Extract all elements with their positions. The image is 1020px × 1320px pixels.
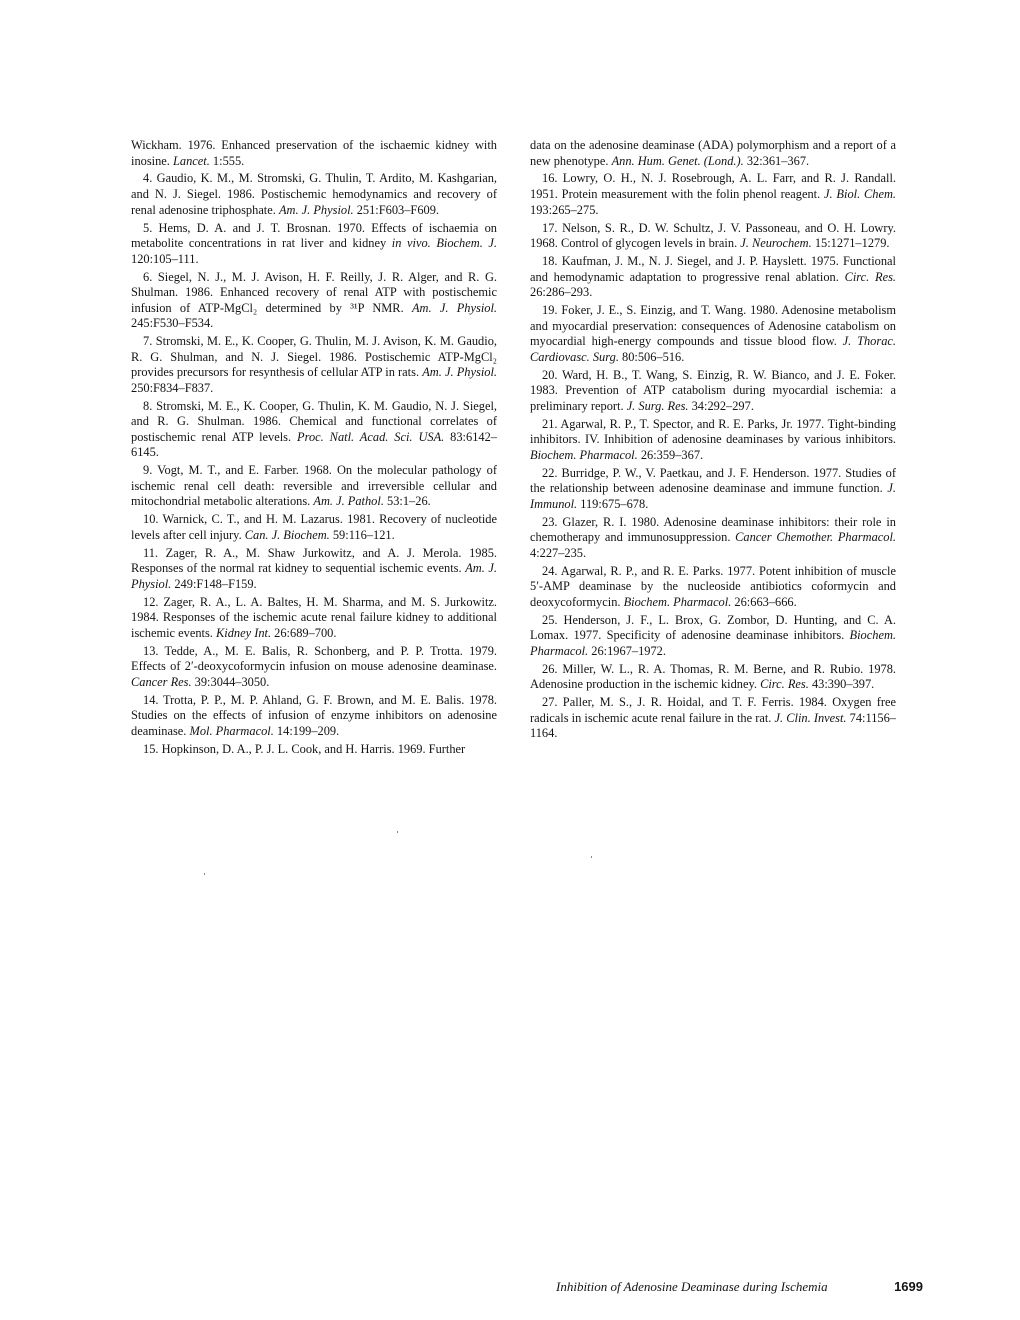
reference-text: Siegel, N. J., M. J. Avison, H. F. Reilly, J. R. Alger, and R. G. Shulman. 1986. Enhanced recovery of renal ATP with postischemic infusion of ATP-MgCl₂ determined by ³¹P NMR. [131,269,497,315]
reference-text: Henderson, J. F., L. Brox, G. Zombor, D. Hunting, and C. A. Lomax. 1977. Specificity of adenosine deaminase inhibitors. [530,612,896,643]
reference-entry [131,138,497,169]
reference-citation: 119:675–678. [577,496,649,511]
reference-citation: 74:1156–1164. [530,710,896,741]
reference-text: Tedde, A., M. E. Balis, R. Schonberg, and P. P. Trotta. 1979. Effects of 2′-deoxycoformycin infusion on mouse adenosine deaminase. [131,643,497,674]
journal-name: Am. J. Pathol. [313,494,384,509]
reference-text: Agarwal, R. P., T. Spector, and R. E. Parks, Jr. 1977. Tight-binding inhibitors. IV. Inhibition of adenosine deaminases by various inhibitors. [530,416,896,447]
reference-entry [530,368,896,415]
reference-citation: 39:3044–3050. [191,674,270,689]
reference-entry [131,742,497,758]
reference-entry [131,399,497,461]
reference-number: 9. [143,463,153,478]
reference-citation: 26:663–666. [731,594,797,609]
reference-text: Stromski, M. E., K. Cooper, G. Thulin, M. J. Avison, K. M. Gaudio, R. G. Shulman, and N. J. Siegel. 1986. Postischemic ATP-MgCl₂ provides precursors for resynthesis of cellular ATP in rats. [131,334,497,380]
reference-citation: 59:116–121. [329,527,395,542]
reference-text: Foker, J. E., S. Einzig, and T. Wang. 1980. Adenosine metabolism and myocardial preservation: consequences of Adenosine catabolism on myocardial high-energy compounds and tissue blood flow. [530,303,896,349]
reference-text: Nelson, S. R., D. W. Schultz, J. V. Passoneau, and O. H. Lowry. 1968. Control of glycogen levels in brain. [530,220,896,251]
journal-name: Biochem. Pharmacol. [530,447,638,462]
reference-citation: 26:1967–1972. [588,643,666,658]
journal-name: in vivo. Biochem. J. [391,236,497,251]
reference-number: 7. [143,334,153,349]
reference-number: 20. [542,367,558,382]
reference-text: Hopkinson, D. A., P. J. L. Cook, and H. Harris. 1969. Further [158,741,466,756]
reference-citation: 250:F834–F837. [131,380,214,395]
reference-number: 17. [542,220,558,235]
reference-number: 18. [542,254,558,268]
reference-number: 16. [542,171,558,186]
reference-list-left-column [131,138,497,760]
reference-citation: 251:F603–F609. [353,202,439,217]
reference-entry [131,270,497,332]
journal-name: Am. J. Physiol. [422,365,497,380]
reference-text: Hems, D. A. and J. T. Brosnan. 1970. Effects of ischaemia on metabolite concentrations in rat liver and kidney [131,220,497,251]
journal-name: Lancet. [173,153,210,168]
reference-text: Paller, M. S., J. R. Hoidal, and T. F. Ferris. 1984. Oxygen free radicals in ischemic acute renal failure in the rat. [530,695,896,725]
reference-text: Lowry, O. H., N. J. Rosebrough, A. L. Farr, and R. J. Randall. 1951. Protein measurement with the folin phenol reagent. [530,171,896,202]
journal-name: Can. J. Biochem. [244,527,330,542]
reference-number: 10. [143,512,159,527]
journal-name: Circ. Res. [844,269,896,284]
reference-citation: 32:361–367. [743,153,810,168]
reference-entry [131,595,497,642]
reference-citation: 14:199–209. [273,723,340,738]
page-footer [556,1279,923,1295]
journal-name: Biochem. Pharmacol. [530,628,896,658]
reference-citation: 193:265–275. [530,202,599,217]
reference-text: Ward, H. B., T. Wang, S. Einzig, R. W. Bianco, and J. E. Foker. 1983. Prevention of ATP catabolism during myocardial ischemia: a preliminary report. [530,367,896,413]
reference-text: data on the adenosine deaminase (ADA) polymorphism and a report of a new phenotype. [530,138,896,168]
reference-citation: 83:6142–6145. [131,429,497,460]
reference-text: Agarwal, R. P., and R. E. Parks. 1977. Potent inhibition of muscle 5′-AMP deaminase by the nucleoside antibiotics coformycin and deoxycoformycin. [530,563,896,609]
journal-name: J. Thorac. Cardiovasc. Surg. [530,334,896,364]
reference-number: 26. [542,661,558,676]
reference-citation: 4:227–235. [530,545,587,560]
reference-citation: 245:F530–F534. [131,316,214,331]
reference-entry [530,254,896,301]
reference-entry [530,613,896,660]
reference-entry [530,466,896,513]
reference-text: Miller, W. L., R. A. Thomas, R. M. Berne, and R. Rubio. 1978. Adenosine production in the ischemic kidney. [530,661,896,692]
journal-name: Am. J. Physiol. [131,561,498,591]
reference-entry [131,334,497,396]
reference-text: Warnick, C. T., and H. M. Lazarus. 1981. Recovery of nucleotide levels after cell injury. [131,512,497,542]
journal-name: J. Biol. Chem. [824,187,896,202]
journal-name: Proc. Natl. Acad. Sci. USA. [297,429,445,444]
scan-speck [204,873,205,875]
reference-entry [131,512,497,543]
journal-name: Am. J. Physiol. [278,202,354,217]
reference-number: 21. [542,416,558,431]
reference-entry [530,417,896,464]
reference-entry [530,662,896,693]
reference-text: Zager, R. A., L. A. Baltes, H. M. Sharma, and M. S. Jurkowitz. 1984. Responses of the ischemic acute renal failure kidney to additional ischemic events. [131,594,497,640]
reference-citation: 1:555. [209,153,245,168]
reference-text: Wickham. 1976. Enhanced preservation of the ischaemic kidney with inosine. [131,138,497,168]
journal-name: Biochem. Pharmacol. [623,594,732,609]
reference-text: Kaufman, J. M., N. J. Siegel, and J. P. Hayslett. 1975. Functional and hemodynamic adaptation to progressive renal ablation. [530,254,896,284]
reference-entry [131,171,497,218]
reference-entry [530,138,896,169]
journal-name: Kidney Int. [216,625,272,640]
reference-citation: 26:359–367. [637,447,704,462]
journal-name: Cancer Res. [131,674,192,689]
reference-citation: 26:689–700. [271,625,337,640]
reference-entry [530,303,896,365]
reference-list-right-column [530,138,896,744]
reference-citation: 34:292–297. [688,398,754,413]
reference-entry [530,695,896,742]
journal-name: Mol. Pharmacol. [189,723,274,738]
journal-name: Cancer Chemother. Pharmacol. [735,530,896,545]
reference-entry [530,564,896,611]
reference-number: 4. [143,171,153,186]
reference-number: 11. [143,545,159,560]
reference-text: Glazer, R. I. 1980. Adenosine deaminase inhibitors: their role in chemotherapy and immunosuppression. [530,514,896,545]
reference-entry [131,693,497,740]
reference-text: Stromski, M. E., K. Cooper, G. Thulin, K. M. Gaudio, N. J. Siegel, and R. G. Shulman. 1986. Chemical and functional correlates of postischemic renal ATP levels. [131,398,497,444]
journal-name: Am. J. Physiol. [411,300,497,315]
reference-text: Vogt, M. T., and E. Farber. 1968. On the molecular pathology of ischemic renal cell death: reversible and irreversible cellular and mitochondrial metabolic alterations. [131,463,497,509]
journal-name: J. Surg. Res. [626,398,689,413]
scan-speck [397,831,398,833]
page-number: 1699 [894,1279,923,1294]
reference-number: 5. [143,220,153,235]
reference-number: 23. [542,514,558,529]
running-title: Inhibition of Adenosine Deaminase during Ischemia [556,1279,828,1294]
reference-citation: 120:105–111. [131,251,199,266]
journal-name: Circ. Res. [760,677,809,692]
reference-number: 19. [542,303,558,318]
reference-number: 27. [542,695,558,710]
reference-text: Burridge, P. W., V. Paetkau, and J. F. Henderson. 1977. Studies of the relationship between adenosine deaminase and immune function. [530,465,896,496]
reference-entry [131,644,497,691]
reference-number: 13. [143,643,159,658]
reference-number: 14. [143,692,159,707]
reference-citation: 26:286–293. [530,285,593,300]
journal-name: Ann. Hum. Genet. (Lond.). [611,153,744,168]
reference-text: Gaudio, K. M., M. Stromski, G. Thulin, T. Ardito, M. Kashgarian, and N. J. Siegel. 1986. Postischemic hemodynamics and recovery of renal adenosine triphosphate. [131,171,497,217]
reference-entry [530,515,896,562]
reference-entry [131,546,497,593]
reference-entry [530,221,896,252]
journal-name: J. Clin. Invest. [774,710,847,725]
reference-citation: 15:1271–1279. [811,236,890,251]
journal-name: J. Neurochem. [740,236,812,251]
reference-text: Zager, R. A., M. Shaw Jurkowitz, and A. J. Merola. 1985. Responses of the normal rat kidney to sequential ischemic events. [131,545,497,576]
reference-number: 6. [143,269,153,284]
reference-number: 15. [143,741,159,756]
reference-citation: 80:506–516. [618,349,685,364]
reference-entry [131,221,497,268]
reference-number: 24. [542,563,558,578]
reference-entry [530,171,896,218]
journal-name: J. Immunol. [530,481,896,511]
reference-number: 22. [542,465,558,480]
reference-number: 12. [143,594,159,609]
reference-number: 25. [542,612,558,627]
reference-citation: 249:F148–F159. [171,576,257,591]
reference-text: Trotta, P. P., M. P. Ahland, G. F. Brown, and M. E. Balis. 1978. Studies on the effects of infusion of enzyme inhibitors on adenosine deaminase. [131,692,497,738]
reference-citation: 53:1–26. [383,494,431,509]
reference-entry [131,463,497,510]
reference-citation: 43:390–397. [808,677,875,692]
scan-speck [591,856,592,858]
reference-number: 8. [143,398,153,413]
